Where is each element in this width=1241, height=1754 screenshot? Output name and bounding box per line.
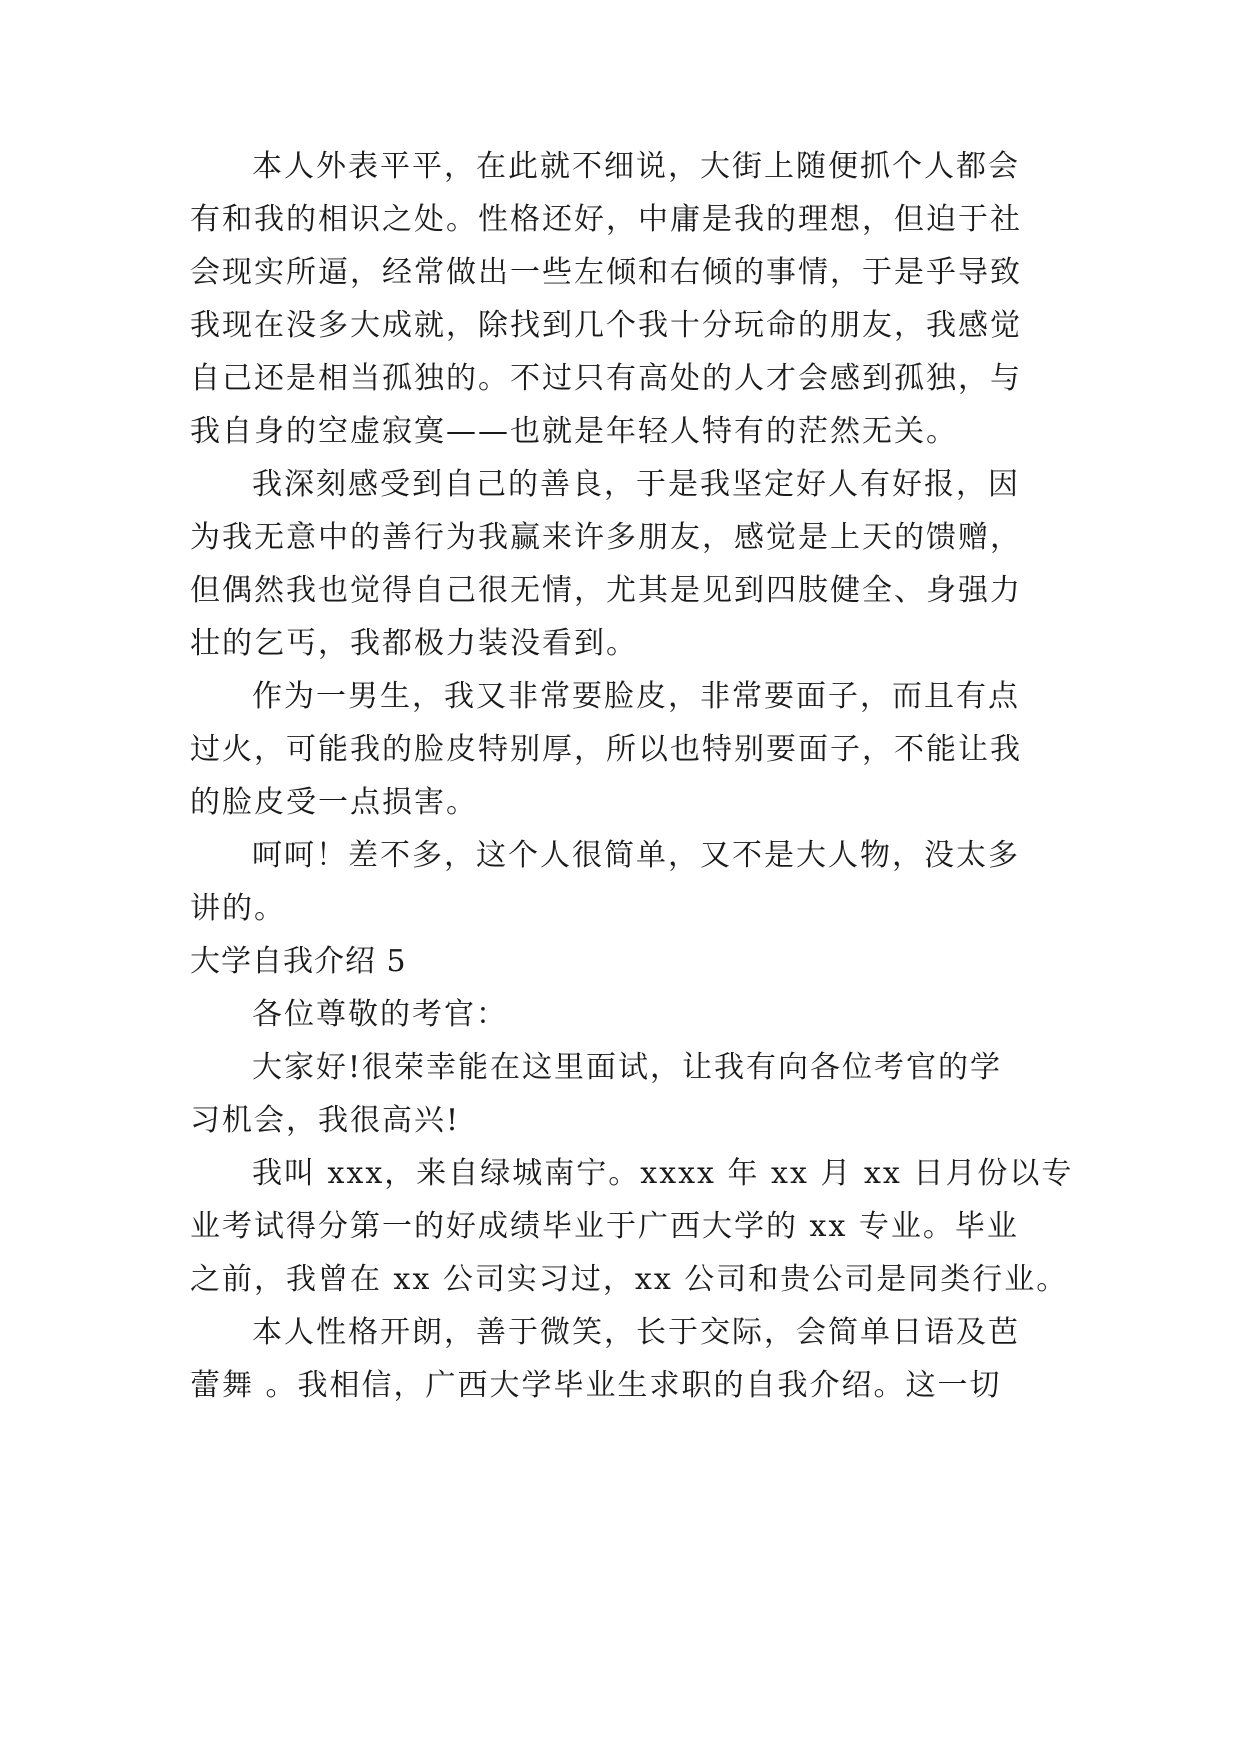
paragraph-3-line-3: 的脸皮受一点损害。 <box>190 785 478 820</box>
paragraph-1-line-6: 我自身的空虚寂寞——也就是年轻人特有的茫然无关。 <box>190 414 958 449</box>
paragraph-1-line-4: 我现在没多大成就，除找到几个我十分玩命的朋友，我感觉 <box>190 308 1022 343</box>
section-title: 大学自我介绍 5 <box>190 944 407 979</box>
section-paragraph-2-line-1: 大家好!很荣幸能在这里面试，让我有向各位考官的学 <box>252 1050 1003 1085</box>
paragraph-3-line-1: 作为一男生，我又非常要脸皮，非常要面子，而且有点 <box>252 679 1020 714</box>
paragraph-2-line-2: 为我无意中的善行为我赢来许多朋友，感觉是上天的馈赠， <box>190 520 1022 555</box>
section-paragraph-3-line-2: 业考试得分第一的好成绩毕业于广西大学的 xx 专业。毕业 <box>190 1209 1019 1244</box>
paragraph-4-line-1: 呵呵！差不多，这个人很简单，又不是大人物，没太多 <box>252 838 1020 873</box>
section-paragraph-3-line-1: 我叫 xxx，来自绿城南宁。xxxx 年 xx 月 xx 日月份以专 <box>252 1156 1074 1191</box>
paragraph-1-line-1: 本人外表平平，在此就不细说，大街上随便抓个人都会 <box>252 149 1020 184</box>
section-paragraph-4-line-1: 本人性格开朗，善于微笑，长于交际，会简单日语及芭 <box>252 1315 1020 1350</box>
paragraph-2-line-1: 我深刻感受到自己的善良，于是我坚定好人有好报，因 <box>252 467 1020 502</box>
paragraph-4-line-2: 讲的。 <box>190 891 286 926</box>
paragraph-2-line-4: 壮的乞丐，我都极力装没看到。 <box>190 626 638 661</box>
section-paragraph-2-line-2: 习机会，我很高兴! <box>190 1103 461 1138</box>
section-paragraph-1-line-1: 各位尊敬的考官： <box>252 997 508 1032</box>
section-paragraph-4-line-2: 蕾舞 。我相信，广西大学毕业生求职的自我介绍。这一切 <box>190 1368 1002 1403</box>
paragraph-2-line-3: 但偶然我也觉得自己很无情，尤其是见到四肢健全、身强力 <box>190 573 1022 608</box>
paragraph-3-line-2: 过火，可能我的脸皮特别厚，所以也特别要面子，不能让我 <box>190 732 1022 767</box>
section-paragraph-3-line-3: 之前，我曾在 xx 公司实习过，xx 公司和贵公司是同类行业。 <box>190 1262 1069 1297</box>
paragraph-1-line-2: 有和我的相识之处。性格还好，中庸是我的理想，但迫于社 <box>190 202 1022 237</box>
paragraph-1-line-5: 自己还是相当孤独的。不过只有高处的人才会感到孤独，与 <box>190 361 1022 396</box>
paragraph-1-line-3: 会现实所逼，经常做出一些左倾和右倾的事情，于是乎导致 <box>190 255 1022 290</box>
